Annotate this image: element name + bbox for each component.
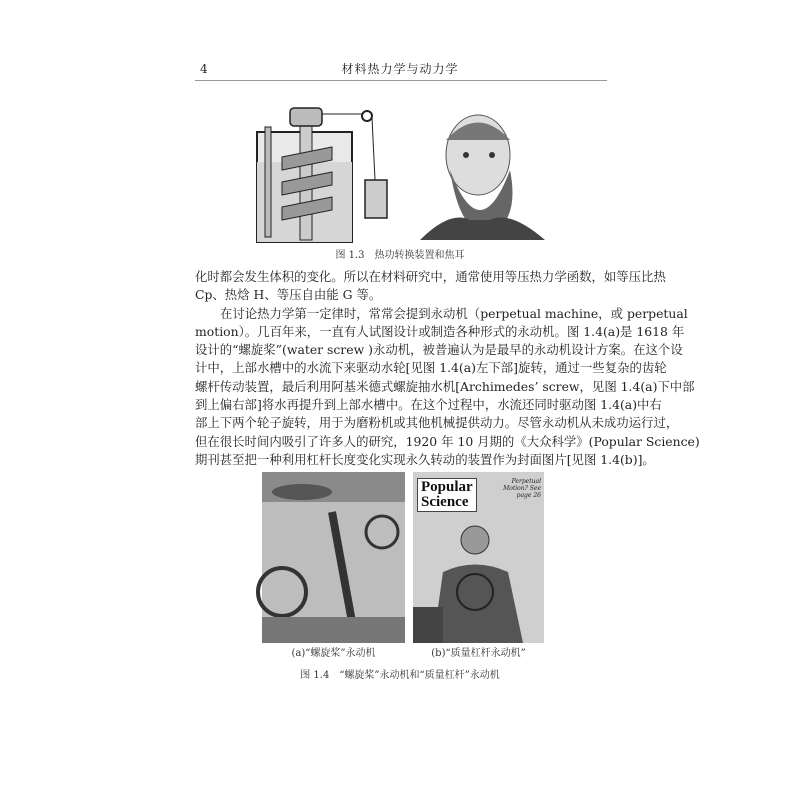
- text-line: 化时都会发生体积的变化。所以在材料研究中，通常使用等压热力学函数，如等压比热: [195, 269, 666, 284]
- text-line: 在讨论热力学第一定律时，常常会提到永动机（perpetual machine，或 perpetual: [220, 305, 688, 321]
- figure-1-4-caption: 图 1.4 “螺旋桨”永动机和“质量杠杆”永动机: [300, 670, 500, 681]
- text-line: 到上偏右部]将水再提升到上部水槽中。在这个过程中，水流还同时驱动图 1.4(a)中右: [195, 397, 662, 413]
- text-line: 设计的“螺旋桨”(water screw )永动机，被普遍认为是最早的永动机设计方案。在这个设: [195, 342, 683, 358]
- text-line: 螺杆传动装置，最后利用阿基米德式螺旋抽水机[Archimedes’ screw，见图 1.4(a)下中部: [195, 378, 695, 394]
- heat-work-apparatus-diagram: [252, 102, 402, 247]
- cover-note: Perpetual Motion? See page 26: [503, 478, 541, 499]
- text-line: motion）。几百年来，一直有人试图设计或制造各种形式的永动机。图 1.4(a)是 1618 年: [195, 323, 685, 339]
- joule-portrait: [410, 100, 550, 240]
- popular-science-cover: [413, 472, 544, 643]
- figure-1-4a-subcaption: (a)“螺旋桨”永动机: [291, 648, 376, 659]
- cover-title-popular: Popular: [421, 479, 473, 495]
- text-line: 但在很长时间内吸引了许多人的研究，1920 年 10 月期的《大众科学》(Popular Science): [195, 433, 700, 449]
- page-number: 4: [200, 62, 208, 76]
- water-screw-engraving: [262, 472, 405, 643]
- text-line: 部上下两个轮子旋转，用于为磨粉机或其他机械提供动力。尽管永动机从未成功运行过，: [195, 415, 679, 431]
- text-line: Cp、热焓 H、等压自由能 G 等。: [195, 287, 382, 303]
- figure-1-4b-subcaption: (b)“质量杠杆永动机”: [431, 648, 526, 659]
- body-text: [195, 268, 700, 469]
- header-rule: [195, 80, 607, 81]
- cover-illustration: [413, 512, 544, 643]
- running-title: 材料热力学与动力学: [341, 62, 459, 76]
- cover-title-science: Science: [421, 494, 469, 510]
- text-line: 计中，上部水槽中的水流下来驱动水轮[见图 1.4(a)左下部]旋转，通过一些复杂的齿轮: [195, 360, 667, 376]
- figure-1-3-caption: 图 1.3 热功转换装置和焦耳: [335, 250, 465, 261]
- text-line: 期刊甚至把一种利用杠杆长度变化实现永久转动的装置作为封面图片[见图 1.4(b)]。: [195, 451, 655, 467]
